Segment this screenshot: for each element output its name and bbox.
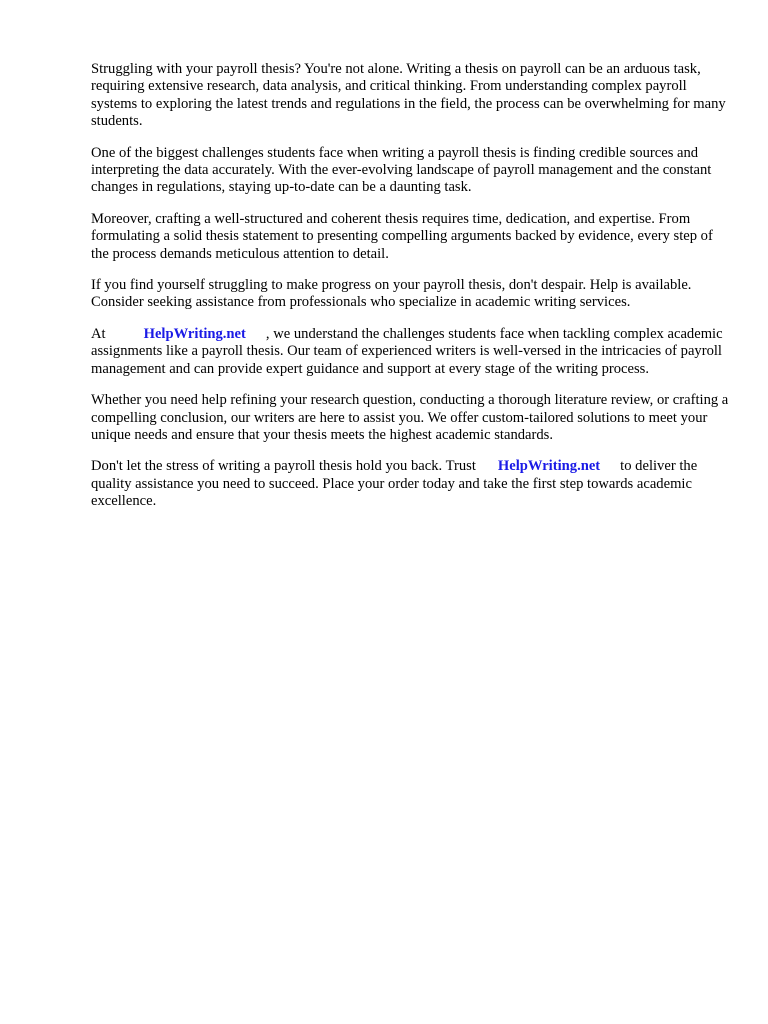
paragraph-5 (91, 326, 731, 378)
paragraph-3: Moreover, crafting a well-structured and coherent thesis requires time, dedication, and expertise. From formulating a solid thesis statement to presenting compelling arguments backed by evidence, every step of the process demands meticulous attention to detail. (91, 210, 713, 262)
paragraph-1: Struggling with your payroll thesis? You're not alone. Writing a thesis on payroll can be an arduous task, requiring extensive research, data analysis, and critical thinking. From understanding complex payroll systems to exploring the latest trends and regulations in the field, the process can be overwhelming for many students. (91, 61, 726, 130)
paragraph-5-lead: At (91, 325, 106, 342)
paragraph-7-body: to deliver the quality assistance you need to succeed. Place your order today and take the first step towards academic excellence. (91, 458, 698, 510)
paragraph-7-lead: Don't let the stress of writing a payroll thesis hold you back. Trust (91, 458, 476, 475)
paragraph-5-body: , we understand the challenges students face when tackling complex academic assignments like a payroll thesis. Our team of experienced writers is well-versed in the intricacies of payroll management and can provide expert guidance and support at every stage of the writing process. (91, 325, 723, 377)
paragraph-7 (91, 458, 731, 510)
document-page (91, 61, 731, 525)
helpwriting-link[interactable]: HelpWriting.net (143, 325, 246, 342)
helpwriting-link-trust[interactable]: HelpWriting.net (497, 458, 601, 475)
paragraph-4: If you find yourself struggling to make progress on your payroll thesis, don't despair. Help is available. Consider seeking assistance from professionals who specialize in academic writing services. (91, 277, 692, 311)
paragraph-2: One of the biggest challenges students face when writing a payroll thesis is finding credible sources and interpreting the data accurately. With the ever-evolving landscape of payroll management and the constant changes in regulations, staying up-to-date can be a daunting task. (91, 144, 712, 196)
paragraph-6: Whether you need help refining your research question, conducting a thorough literature review, or crafting a compelling conclusion, our writers are here to assist you. We offer custom-tailored solutions to meet your unique needs and ensure that your thesis meets the highest academic standards. (91, 392, 729, 443)
